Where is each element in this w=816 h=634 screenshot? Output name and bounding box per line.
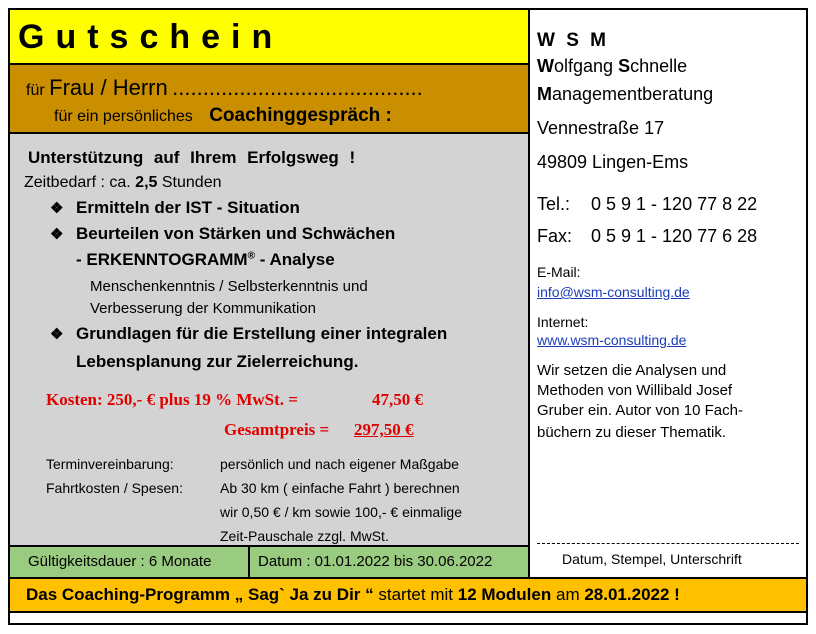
company-panel	[530, 10, 806, 577]
voucher	[8, 8, 808, 625]
phone-line	[537, 194, 757, 215]
validity-bar	[10, 545, 528, 577]
bullet-text-continued: Lebensplanung zur Zielerreichung.	[76, 352, 359, 371]
company-name-part: anagementberatung	[552, 84, 714, 104]
company-initial: W	[537, 56, 554, 76]
registered-mark: ®	[247, 250, 255, 262]
erkenntogramm-line	[76, 250, 335, 270]
sub-text: Menschenkenntnis / Selbsterkenntnis und	[90, 278, 368, 295]
company-initial: M	[537, 84, 552, 104]
diamond-bullet-icon: ❖	[50, 200, 64, 217]
validity-duration: Gültigkeitsdauer : 6 Monate	[10, 547, 250, 577]
fax-number: 0 5 9 1 - 120 77 6 28	[591, 226, 758, 246]
program-exclamation: !	[674, 585, 680, 604]
appointment-label: Terminvereinbarung:	[46, 456, 174, 472]
recipient-prefix: für	[26, 82, 45, 99]
street: Vennestraße 17	[537, 118, 665, 138]
time-prefix: Zeitbedarf : ca.	[24, 174, 131, 191]
diamond-bullet-icon: ❖	[50, 326, 64, 343]
website-link[interactable]: www.wsm-consulting.de	[537, 332, 687, 348]
program-text: am	[555, 585, 580, 604]
travel-costs-value: Ab 30 km ( einfache Fahrt ) berechnen	[220, 480, 460, 496]
recipient-line	[26, 75, 423, 101]
bullet-text: Grundlagen für die Erstellung einer integralen	[76, 324, 448, 343]
time-unit: Stunden	[161, 174, 222, 191]
phone-label: Tel.:	[537, 194, 571, 214]
bullet-text: Ermitteln der IST - Situation	[76, 198, 300, 217]
recipient-name-label: Frau / Herrn	[49, 75, 168, 100]
appointment-value: persönlich und nach eigener Maßgabe	[220, 456, 459, 472]
sub-text: Verbesserung der Kommunikation	[90, 300, 316, 317]
travel-costs-label: Fahrtkosten / Spesen:	[46, 480, 183, 496]
validity-date: Datum : 01.01.2022 bis 30.06.2022	[258, 553, 493, 570]
description-line: Gruber ein. Autor von 10 Fach-	[537, 402, 743, 419]
title-bar	[10, 10, 528, 65]
fax-label: Fax:	[537, 226, 573, 246]
bullet-text: Beurteilen von Stärken und Schwächen	[76, 224, 396, 243]
signature-line	[537, 543, 799, 544]
travel-costs-value: Zeit-Pauschale zzgl. MwSt.	[220, 528, 389, 544]
coaching-line	[54, 105, 392, 127]
city: 49809 Lingen-Ems	[537, 152, 689, 172]
erkenntogramm-label: - ERKENNTOGRAMM	[76, 250, 248, 269]
time-value: 2,5	[135, 174, 158, 191]
headline: Unterstützung auf Ihrem Erfolgsweg !	[28, 148, 356, 167]
description-line: büchern zu dieser Thematik.	[537, 424, 726, 441]
email-link[interactable]: info@wsm-consulting.de	[537, 284, 690, 300]
company-initial: S	[618, 56, 631, 76]
program-name: Das Coaching-Programm „ Sag` Ja zu Dir “	[26, 585, 374, 604]
voucher-details	[10, 134, 528, 545]
total-price: 297,50 €	[354, 420, 414, 439]
travel-costs-value: wir 0,50 € / km sowie 100,- € einmalige	[220, 504, 462, 520]
program-text: startet mit	[378, 585, 453, 604]
internet-label: Internet:	[537, 314, 589, 330]
voucher-title: Gutschein	[18, 18, 284, 56]
coaching-title: Coachinggespräch :	[209, 105, 392, 126]
phone-number: 0 5 9 1 - 120 77 8 22	[591, 194, 758, 214]
bullet-item	[50, 198, 300, 218]
company-abbr: W S M	[537, 30, 609, 51]
bullet-item	[50, 224, 395, 244]
recipient-bar	[10, 65, 528, 134]
cost-label: Kosten: 250,- € plus 19 % MwSt. =	[46, 390, 298, 409]
coaching-prefix: für ein persönliches	[54, 108, 193, 125]
fax-line	[537, 226, 757, 247]
description-line: Wir setzen die Analysen und	[537, 362, 727, 379]
program-announcement-bar	[10, 577, 806, 613]
company-name-part: olfgang	[554, 56, 614, 76]
bullet-item	[50, 324, 447, 344]
company-name-part: chnelle	[630, 56, 688, 76]
program-modules: 12 Modulen	[457, 585, 552, 604]
diamond-bullet-icon: ❖	[50, 226, 64, 243]
company-name-line1	[537, 56, 687, 77]
signature-caption: Datum, Stempel, Unterschrift	[562, 551, 742, 567]
program-announcement	[26, 585, 680, 605]
analyse-label: - Analyse	[259, 250, 335, 269]
total-label: Gesamtpreis =	[224, 420, 330, 439]
time-requirement	[24, 174, 221, 192]
voucher-left-panel	[10, 10, 530, 577]
description-line: Methoden von Willibald Josef	[537, 382, 733, 399]
email-label: E-Mail:	[537, 264, 581, 280]
company-name-line2	[537, 84, 713, 105]
vat-amount: 47,50 €	[372, 390, 423, 409]
program-start-date: 28.01.2022	[584, 585, 670, 604]
recipient-name-blank: .........................................	[172, 75, 423, 100]
